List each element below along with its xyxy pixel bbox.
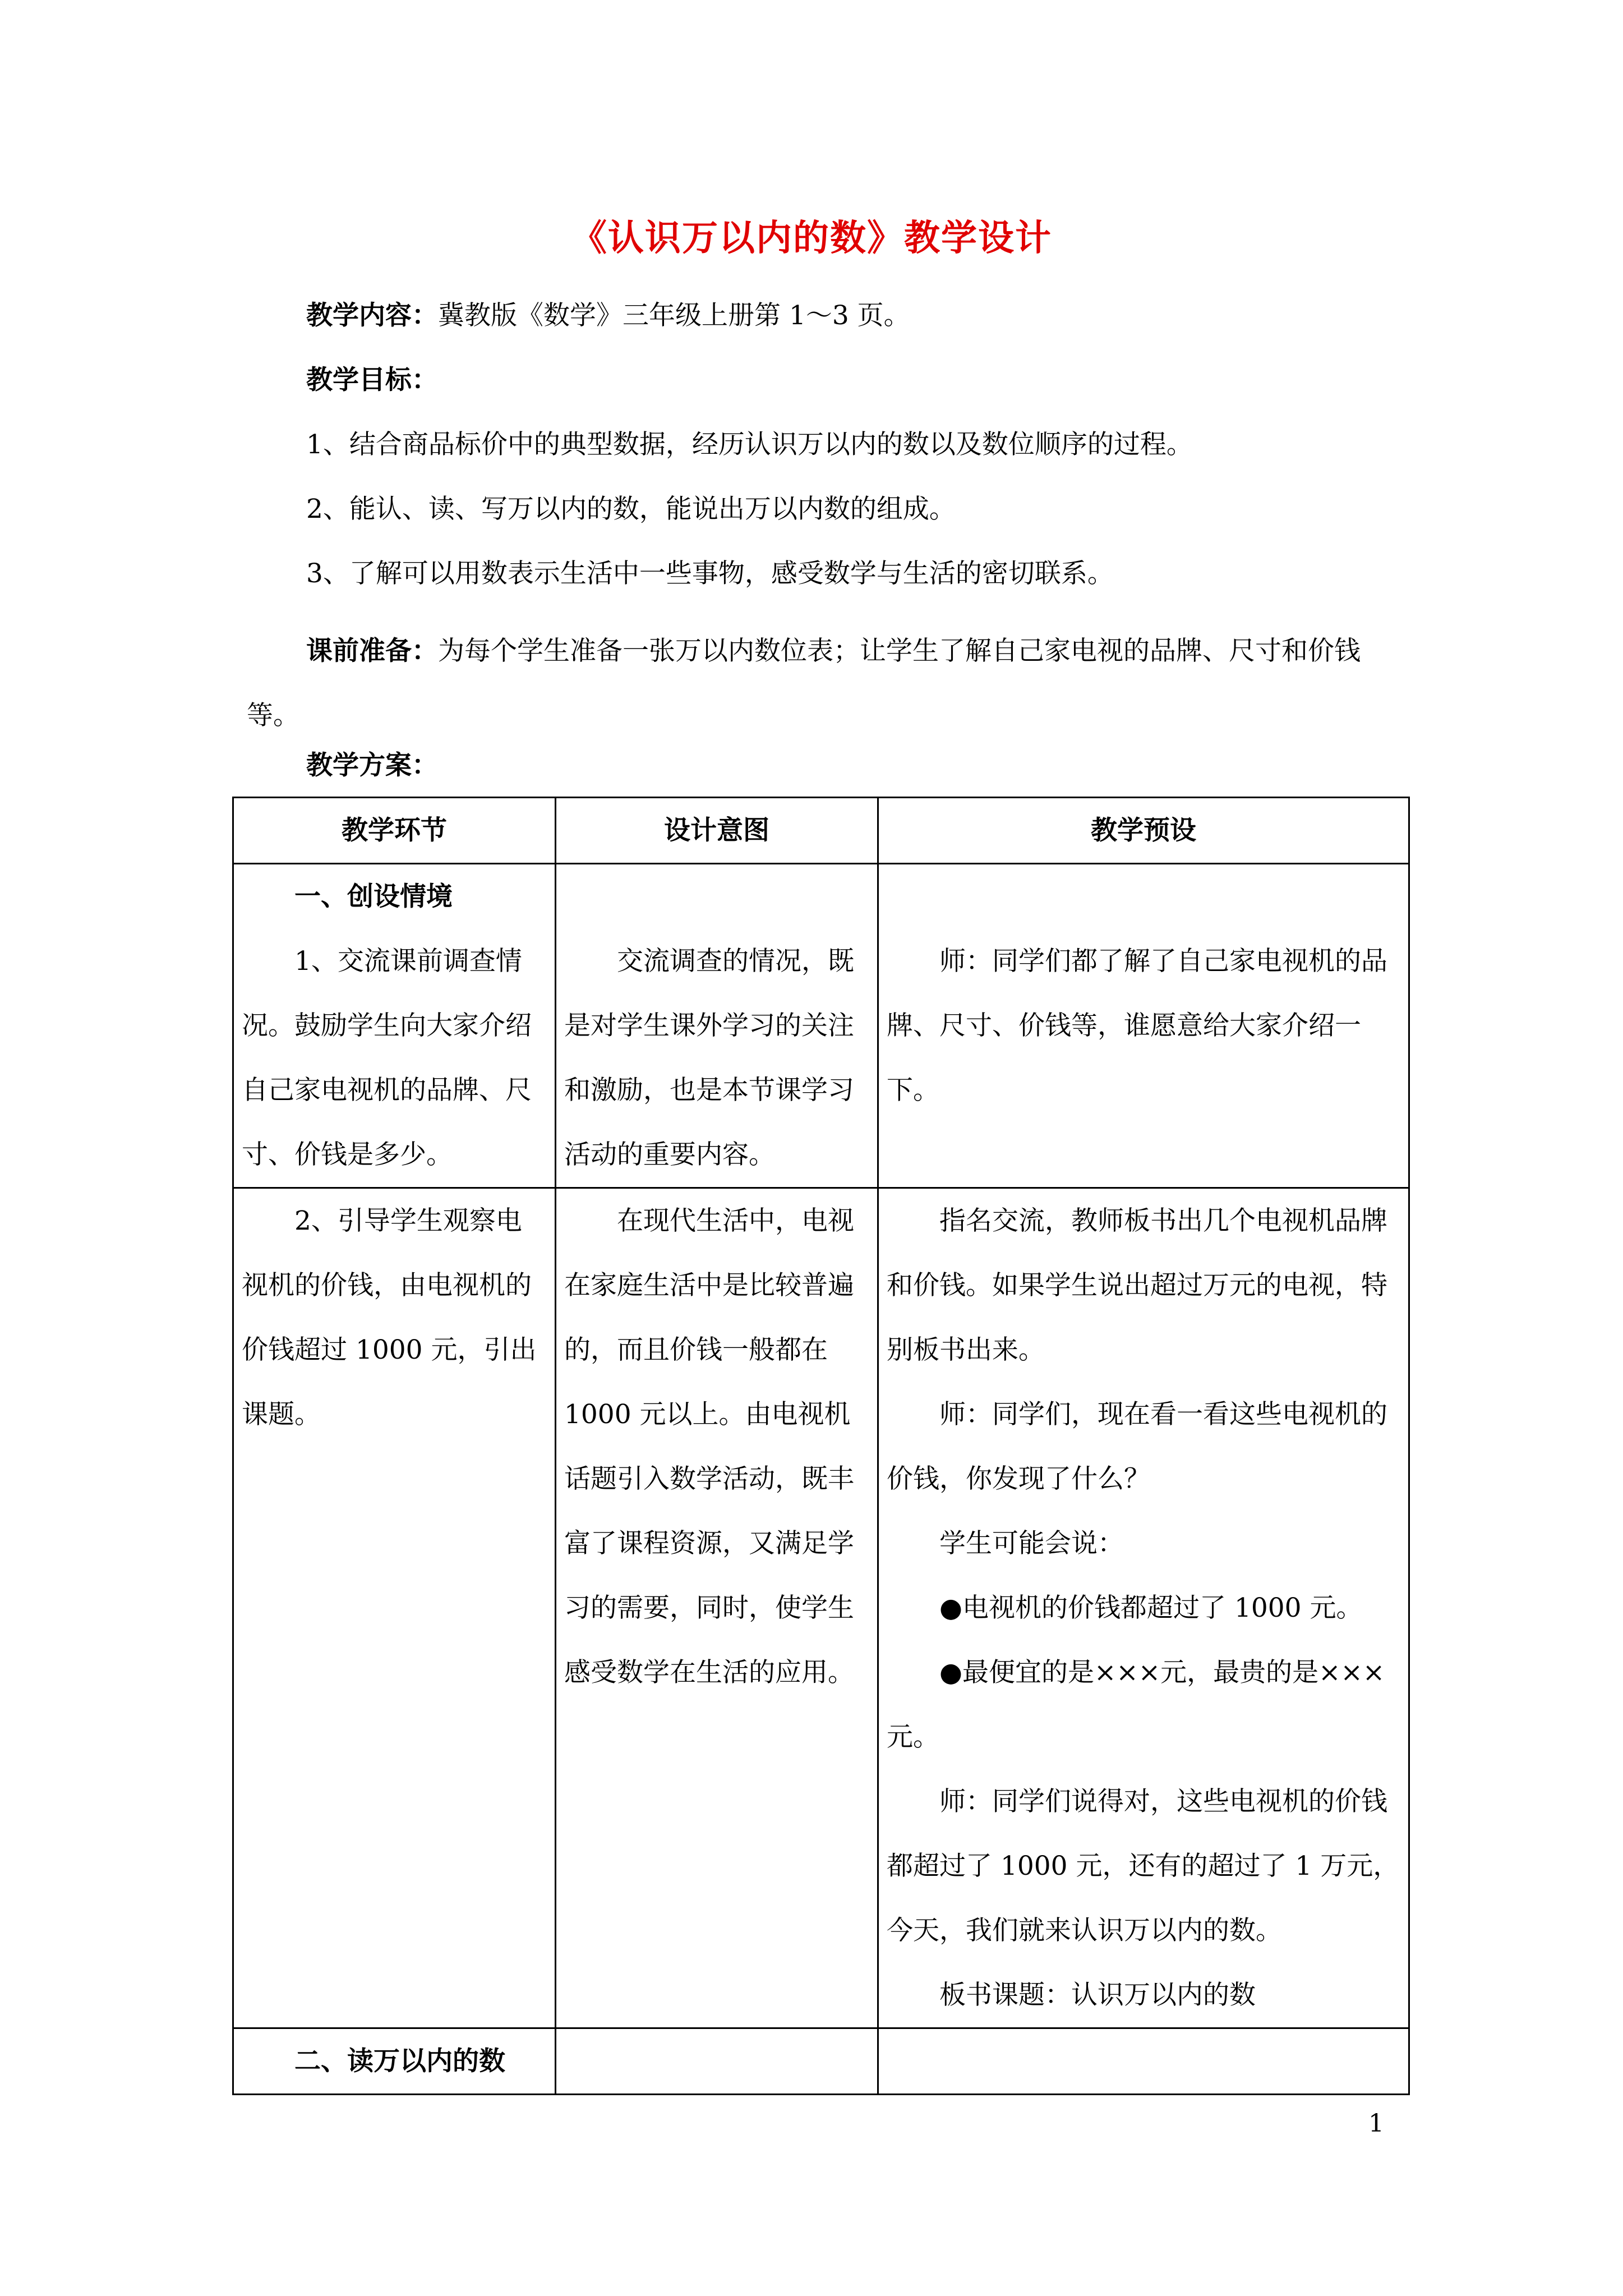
- page-title: 《认识万以内的数》教学设计: [571, 217, 1052, 259]
- goal-item-2: 2、能认、读、写万以内的数，能说出万以内数的组成。: [306, 494, 956, 524]
- goal-item-1: 1、结合商品标价中的典型数据，经历认识万以内的数以及数位顺序的过程。: [306, 429, 1193, 460]
- row1-preset-text: 师：同学们都了解了自己家电视机的品牌、尺寸、价钱等，谁愿意给大家介绍一下。: [887, 946, 1387, 1106]
- teaching-content: [306, 296, 1450, 335]
- row2-stage-text: 2、引导学生观察电视机的价钱，由电视机的价钱超过 1000 元，引出课题。: [242, 1205, 537, 1430]
- table-header-row: [233, 798, 1409, 864]
- row1-intent-cell: [556, 864, 878, 1188]
- header-teaching-stage: 教学环节: [233, 798, 556, 864]
- row3-stage-cell: [233, 2028, 556, 2095]
- row2-intent-text: 在现代生活中，电视在家庭生活中是比较普遍的，而且价钱一般都在 1000 元以上。由电视机话题引入数学活动，既丰富了课程资源，又满足学习的需要，同时，使学生感受数学在生活的应用。: [564, 1205, 854, 1688]
- row1-stage-heading: 一、创设情境: [294, 881, 453, 912]
- row2-stage-cell: [233, 1188, 556, 2028]
- teaching-content-text: 冀教版《数学》三年级上册第 1～3 页。: [438, 300, 910, 331]
- row2-preset-para-3: 学生可能会说：: [939, 1528, 1124, 1559]
- table-row: [233, 2028, 1409, 2095]
- table-row: [233, 864, 1409, 1188]
- row2-preset-para-5: ●最便宜的是×××元，最贵的是×××元。: [887, 1657, 1385, 1752]
- row3-preset-cell: [878, 2028, 1409, 2095]
- header-teaching-preset: 教学预设: [878, 798, 1409, 864]
- row2-intent-cell: [556, 1188, 878, 2028]
- teaching-plan-label: 教学方案：: [306, 750, 438, 781]
- row2-preset-para-6: 师：同学们说得对，这些电视机的价钱都超过了 1000 元，还有的超过了 1 万元，今天，我们就来认识万以内的数。: [887, 1786, 1400, 1946]
- lesson-preparation-text: 为每个学生准备一张万以内数位表；让学生了解自己家电视的品牌、尺寸和价钱等。: [247, 636, 1361, 731]
- teaching-content-label: 教学内容：: [306, 300, 438, 331]
- row1-stage-cell: [233, 864, 556, 1188]
- lesson-preparation-label: 课前准备：: [306, 636, 438, 666]
- row1-preset-cell: [878, 864, 1409, 1188]
- row2-preset-para-2: 师：同学们，现在看一看这些电视机的价钱，你发现了什么？: [887, 1399, 1387, 1494]
- row1-stage-text: 1、交流课前调查情况。鼓励学生向大家介绍自己家电视机的品牌、尺寸、价钱是多少。: [242, 946, 532, 1170]
- lesson-preparation: [247, 619, 1391, 748]
- teaching-goals-label: 教学目标：: [306, 365, 438, 395]
- row2-preset-para-4: ●电视机的价钱都超过了 1000 元。: [939, 1593, 1363, 1623]
- row2-preset-cell: [878, 1188, 1409, 2028]
- row1-intent-text: 交流调查的情况，既是对学生课外学习的关注和激励，也是本节课学习活动的重要内容。: [564, 946, 854, 1170]
- lesson-plan-table: [232, 797, 1410, 2095]
- row2-preset-para-7: 板书课题：认识万以内的数: [939, 1980, 1256, 2010]
- page-number: 1: [1368, 2109, 1384, 2138]
- row3-intent-cell: [556, 2028, 878, 2095]
- row2-preset-para-1: 指名交流，教师板书出几个电视机品牌和价钱。如果学生说出超过万元的电视，特别板书出来。: [887, 1205, 1387, 1365]
- header-design-intent: 设计意图: [556, 798, 878, 864]
- table-row: [233, 1188, 1409, 2028]
- row3-stage-heading: 二、读万以内的数: [294, 2046, 505, 2077]
- goal-item-3: 3、了解可以用数表示生活中一些事物，感受数学与生活的密切联系。: [306, 558, 1114, 589]
